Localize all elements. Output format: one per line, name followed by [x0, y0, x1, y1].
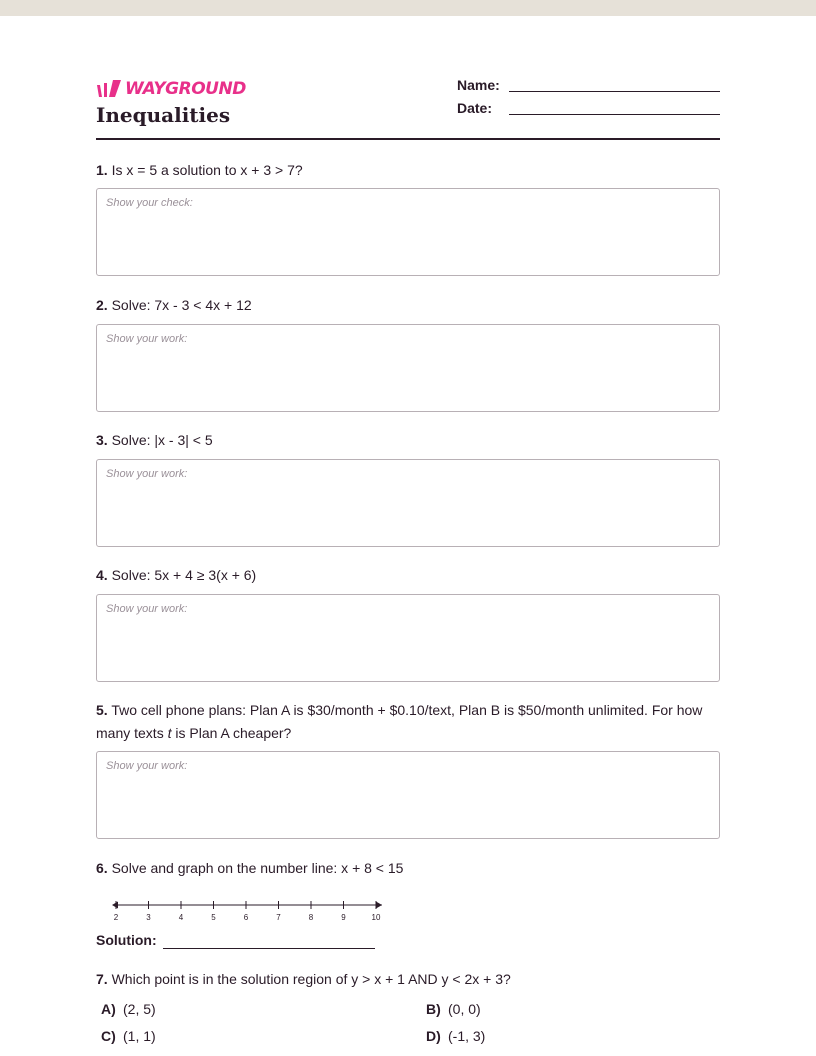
number-line-ticks [114, 901, 381, 922]
question-number: 7. [96, 971, 108, 987]
question-4 [96, 564, 720, 587]
tick-label: 4 [178, 913, 184, 922]
brand-logo [96, 78, 246, 100]
option-d[interactable] [426, 1028, 485, 1044]
top-bar [0, 0, 816, 16]
tick-label: 2 [113, 913, 119, 922]
question-text: Solve: 5x + 4 ≥ 3(x + 6) [111, 567, 257, 583]
question-text: Is x = 5 a solution to x + 3 > 7? [111, 162, 303, 178]
answer-box-2[interactable] [96, 324, 720, 412]
name-field[interactable] [457, 77, 720, 97]
option-a[interactable] [101, 1001, 156, 1017]
tick-label: 7 [276, 913, 281, 922]
tick-label: 3 [146, 913, 151, 922]
number-line[interactable] [112, 896, 388, 924]
option-value: (0, 0) [448, 1001, 481, 1017]
date-label: Date: [457, 100, 493, 116]
option-value: (1, 1) [123, 1028, 156, 1044]
answer-box-5[interactable] [96, 751, 720, 839]
tick-label: 6 [243, 913, 249, 922]
option-b[interactable] [426, 1001, 481, 1017]
answer-box-3[interactable] [96, 459, 720, 547]
question-variable: t [167, 725, 172, 741]
option-letter: B) [426, 1001, 441, 1017]
option-value: (2, 5) [123, 1001, 156, 1017]
answer-hint: Show your work: [106, 468, 188, 480]
question-number: 6. [96, 860, 108, 876]
option-letter: A) [101, 1001, 116, 1017]
option-letter: D) [426, 1028, 441, 1044]
question-1 [96, 159, 720, 182]
right-arrow-icon [376, 902, 382, 909]
option-value: (-1, 3) [448, 1028, 486, 1044]
tick-label: 9 [341, 913, 346, 922]
answer-hint: Show your check: [106, 197, 193, 209]
question-number: 2. [96, 297, 108, 313]
question-text: Which point is in the solution region of y > x + 1 AND y < 2x + 3? [111, 971, 511, 987]
wayground-logo-icon [96, 79, 122, 99]
name-label: Name: [457, 77, 500, 93]
question-text-start: Two cell phone plans: Plan A is $30/month + $0.10/text, Plan B is $50/month unlimited. For how many texts [96, 702, 703, 741]
question-text: Solve: |x - 3| < 5 [111, 432, 213, 448]
name-line[interactable] [509, 91, 720, 92]
left-arrow-icon [112, 902, 118, 909]
question-text: Solve and graph on the number line: x + 8 < 15 [111, 860, 404, 876]
answer-hint: Show your work: [106, 760, 188, 772]
date-field[interactable] [457, 100, 720, 120]
tick-label: 10 [371, 913, 381, 922]
question-number: 5. [96, 702, 108, 718]
tick-label: 5 [211, 913, 216, 922]
option-letter: C) [101, 1028, 116, 1044]
tick-label: 8 [308, 913, 314, 922]
brand-name: WAYGROUND [125, 79, 246, 99]
date-line[interactable] [509, 114, 720, 115]
question-2 [96, 294, 720, 317]
answer-box-4[interactable] [96, 594, 720, 682]
answer-box-1[interactable] [96, 188, 720, 276]
answer-hint: Show your work: [106, 333, 188, 345]
question-5 [96, 699, 720, 745]
question-7 [96, 968, 720, 991]
solution-line[interactable] [163, 948, 375, 949]
question-text-end: is Plan A cheaper? [171, 725, 292, 741]
option-c[interactable] [101, 1028, 156, 1044]
question-number: 4. [96, 567, 108, 583]
question-3 [96, 429, 720, 452]
solution-label: Solution: [96, 932, 157, 948]
question-text: Solve: 7x - 3 < 4x + 12 [111, 297, 252, 313]
header-divider [96, 138, 720, 140]
question-number: 3. [96, 432, 108, 448]
page-title: Inequalities [96, 103, 231, 127]
question-number: 1. [96, 162, 108, 178]
question-6 [96, 857, 720, 880]
answer-hint: Show your work: [106, 603, 188, 615]
